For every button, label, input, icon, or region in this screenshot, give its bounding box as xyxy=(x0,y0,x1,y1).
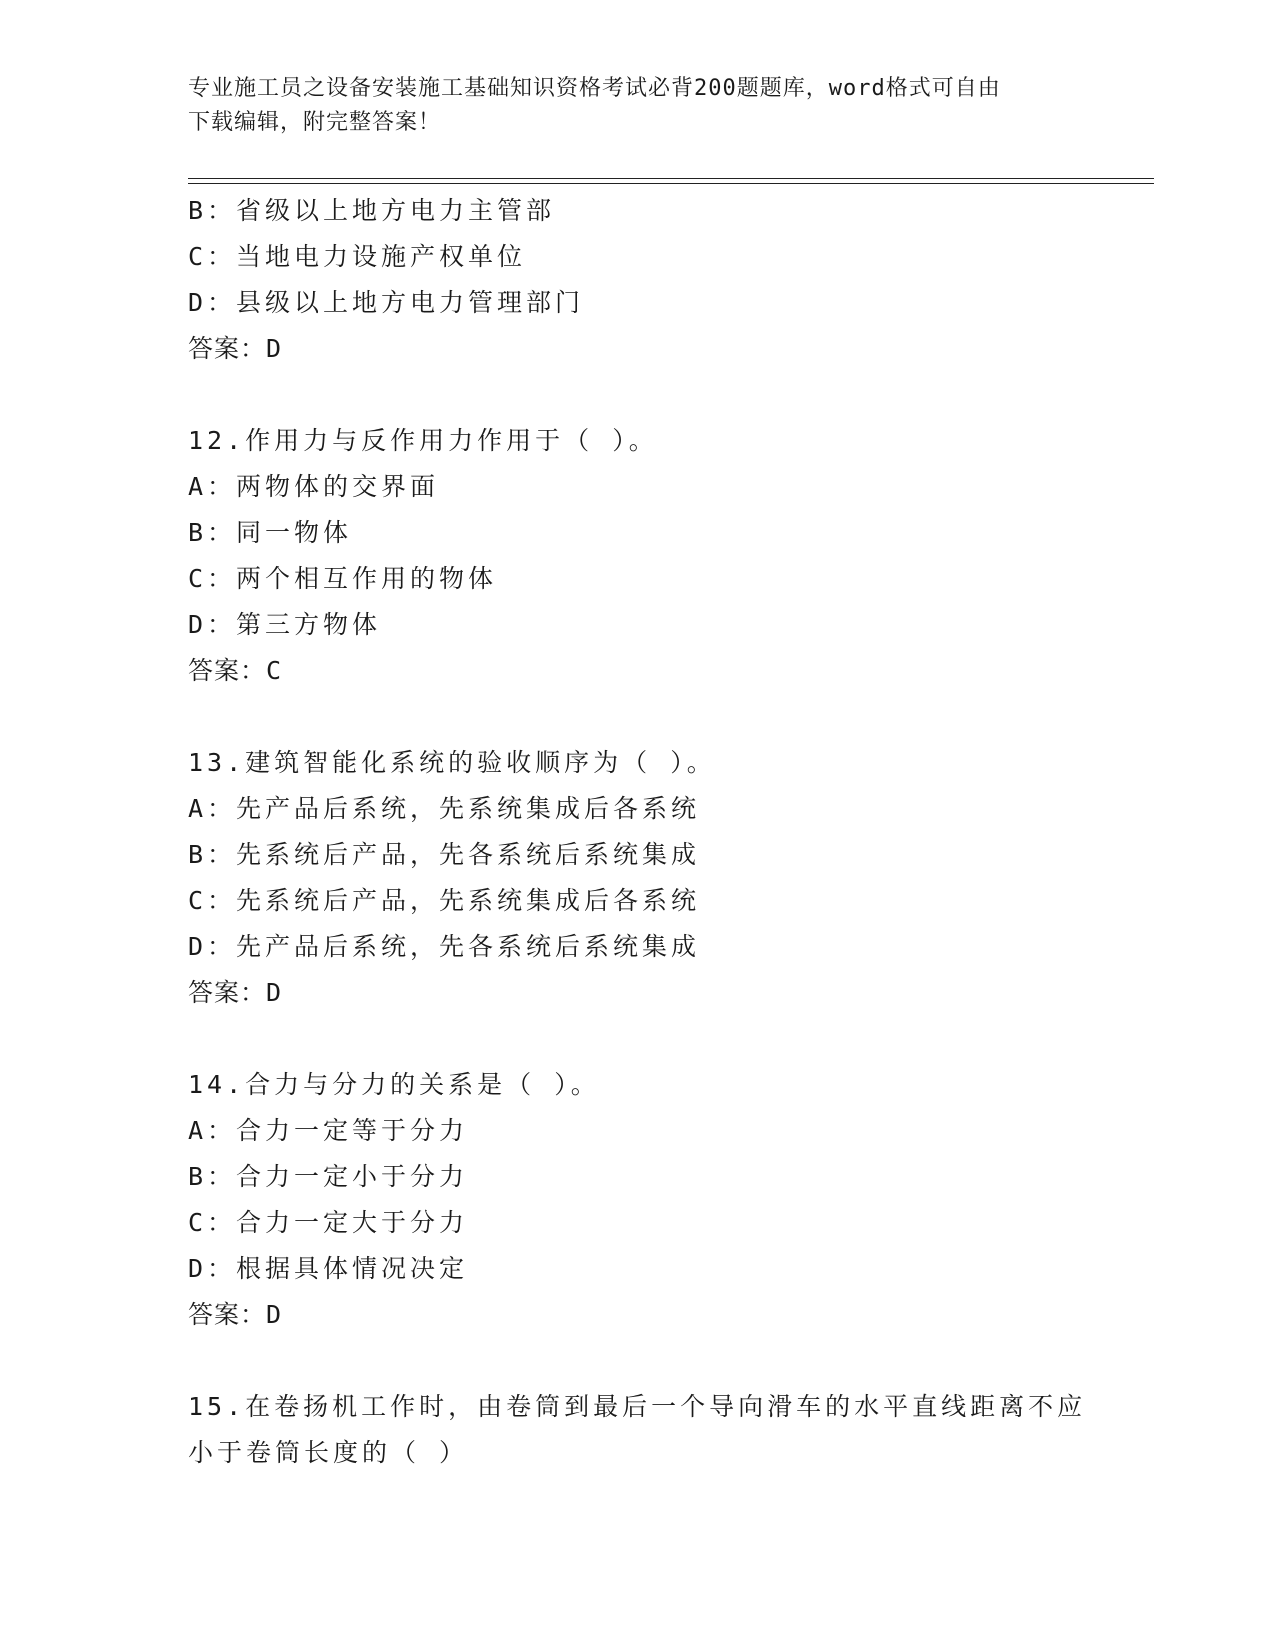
option-d: D：第三方物体 xyxy=(188,610,382,639)
option-b: B：省级以上地方电力主管部 xyxy=(188,196,556,225)
spacer xyxy=(188,1016,1088,1062)
header-divider-bottom xyxy=(188,183,1154,184)
question-text: 13.建筑智能化系统的验收顺序为（ ）。 xyxy=(188,748,716,777)
option-d: D：根据具体情况决定 xyxy=(188,1254,469,1283)
spacer xyxy=(188,694,1088,740)
question-text: 12.作用力与反作用力作用于（ ）。 xyxy=(188,426,658,455)
option-c: C：两个相互作用的物体 xyxy=(188,564,498,593)
spacer xyxy=(188,372,1088,418)
question-12 xyxy=(188,418,1088,694)
option-b: B：先系统后产品，先各系统后系统集成 xyxy=(188,840,701,869)
header-line-2: 下载编辑，附完整答案！ xyxy=(188,110,442,135)
option-d: D：县级以上地方电力管理部门 xyxy=(188,288,585,317)
spacer xyxy=(188,1338,1088,1384)
question-text: 14.合力与分力的关系是（ ）。 xyxy=(188,1070,600,1099)
option-b: B：合力一定小于分力 xyxy=(188,1162,469,1191)
option-d: D：先产品后系统，先各系统后系统集成 xyxy=(188,932,701,961)
question-11-partial xyxy=(188,188,1088,372)
answer: 答案：D xyxy=(188,1300,283,1329)
option-b: B：同一物体 xyxy=(188,518,353,547)
answer: 答案：D xyxy=(188,334,283,363)
option-c: C：先系统后产品，先系统集成后各系统 xyxy=(188,886,701,915)
question-13 xyxy=(188,740,1088,1016)
header-line-1: 专业施工员之设备安装施工基础知识资格考试必背200题题库，word格式可自由 xyxy=(188,76,1001,101)
question-content xyxy=(188,188,1088,1476)
header-divider-top xyxy=(188,178,1154,179)
option-a: A：两物体的交界面 xyxy=(188,472,440,501)
option-a: A：先产品后系统，先系统集成后各系统 xyxy=(188,794,701,823)
question-15 xyxy=(188,1384,1088,1476)
question-text-line-1: 15.在卷扬机工作时，由卷筒到最后一个导向滑车的水平直线距离不应 xyxy=(188,1392,1087,1421)
answer: 答案：C xyxy=(188,656,283,685)
option-a: A：合力一定等于分力 xyxy=(188,1116,469,1145)
question-text-line-2: 小于卷筒长度的（ ） xyxy=(188,1438,469,1467)
answer: 答案：D xyxy=(188,978,283,1007)
question-14 xyxy=(188,1062,1088,1338)
document-header xyxy=(188,72,1068,140)
option-c: C：合力一定大于分力 xyxy=(188,1208,469,1237)
option-c: C：当地电力设施产权单位 xyxy=(188,242,527,271)
